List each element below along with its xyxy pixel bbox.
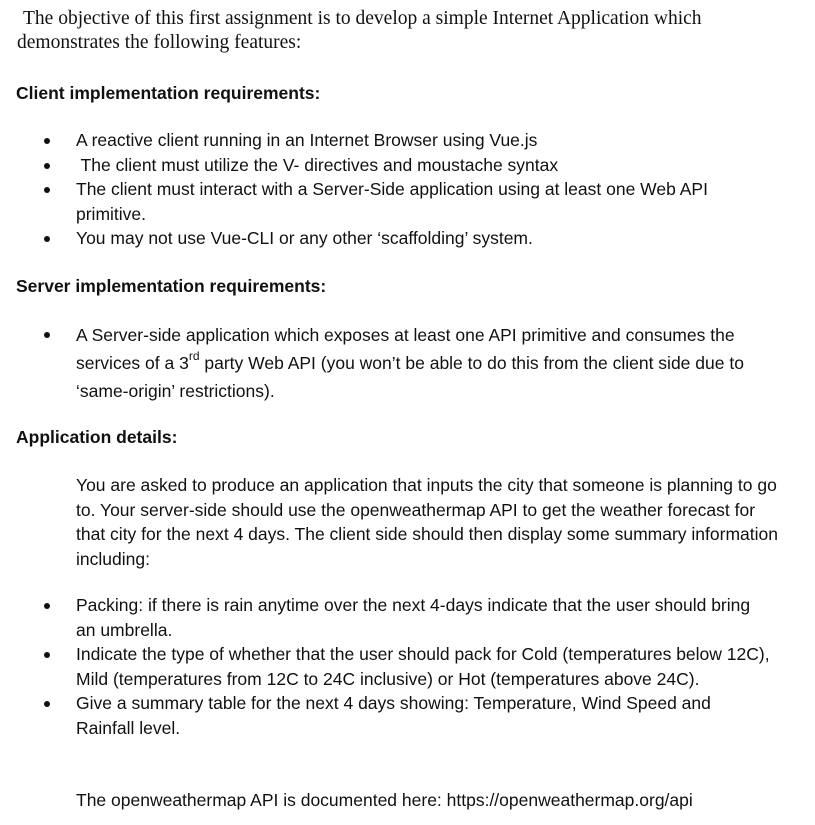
bullet-icon	[44, 163, 50, 169]
client-heading: Client implementation requirements:	[16, 83, 321, 103]
api-documentation-note: The openweathermap API is documented here: https://openweathermap.org/api	[76, 790, 693, 810]
application-details-list	[0, 593, 790, 740]
bullet-icon	[44, 187, 50, 193]
list-item-text: The client must interact with a Server-Side application using at least one Web API primitive.	[76, 179, 708, 224]
intro-paragraph	[17, 7, 797, 55]
bullet-icon	[44, 138, 50, 144]
superscript: rd	[188, 349, 200, 363]
list-item	[0, 642, 776, 691]
list-item-text: A Server-side application which exposes at least one API primitive and consumes the services of a 3rd party Web API (you won’t be able to do this from the client side due to ‘same-origin’ restrictions).	[76, 325, 744, 401]
list-item-text: Give a summary table for the next 4 days showing: Temperature, Wind Speed and Rainfall level.	[76, 693, 711, 738]
list-item-text: Packing: if there is rain anytime over the next 4-days indicate that the user should bring an umbrella.	[76, 595, 751, 640]
bullet-icon	[44, 701, 50, 707]
bullet-icon	[44, 332, 50, 338]
bullet-icon	[44, 236, 50, 242]
server-heading: Server implementation requirements:	[16, 276, 327, 296]
list-item	[0, 593, 756, 642]
client-requirements-list	[0, 128, 790, 251]
application-paragraph: You are asked to produce an application that inputs the city that someone is planning to go to. Your server-side should use the openweathermap API to get the weather forecast for that city for the next 4 days. The client side should then display some summary information including:	[76, 475, 778, 569]
bullet-icon	[44, 603, 50, 609]
list-item	[0, 226, 790, 251]
list-item-text: A reactive client running in an Internet Browser using Vue.js	[76, 130, 538, 150]
bullet-icon	[44, 652, 50, 658]
intro-line-2: demonstrates the following features:	[17, 32, 302, 53]
list-item-text: You may not use Vue-CLI or any other ‘scaffolding’ system.	[76, 228, 533, 248]
intro-line-1: The objective of this first assignment is to develop a simple Internet Application which	[23, 8, 702, 29]
list-item-text: The client must utilize the V- directives and moustache syntax	[76, 154, 559, 175]
list-item-text: Indicate the type of whether that the user should pack for Cold (temperatures below 12C), Mild (temperatures from 12C to 24C inclusive) or Hot (temperatures above 24C).	[76, 644, 770, 689]
list-item	[0, 128, 790, 153]
list-item	[0, 691, 756, 740]
application-heading: Application details:	[16, 427, 178, 447]
server-requirements-list	[0, 321, 790, 405]
list-item	[0, 153, 790, 178]
list-item	[0, 177, 756, 226]
list-item	[0, 321, 776, 405]
